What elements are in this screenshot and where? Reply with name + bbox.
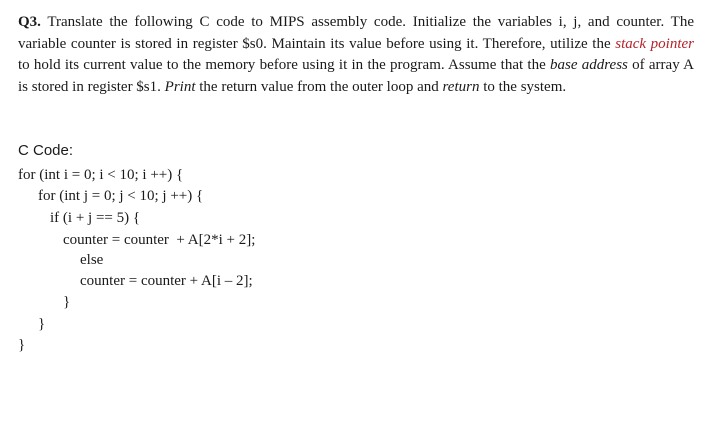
question-number: Q3. [18,14,41,30]
question-segment: to hold its current value to the memory before using it in the program. Assume that the [18,57,550,73]
code-line-outer-for: for (int i = 0; i < 10; i ++) { [18,167,184,183]
code-line-close-outer: } [18,337,26,353]
code-line-else: else [80,252,104,268]
question-segment: of array A is stored in register $s1. [18,57,694,95]
question-text [18,12,694,98]
return-term: return [442,78,480,95]
code-line-counter-b: counter = counter + A[i – 2]; [80,273,253,289]
code-heading: C Code: [18,142,74,159]
question-segment: Translate the following C code to MIPS assembly code. Initialize the variables i, j, and counter. The variable counter is stored in register $s0. Maintain its value before using it. Therefore, utilize the [18,14,694,52]
question-segment: to the system. [479,78,567,95]
question-segment: the return value from the outer loop and [195,78,443,95]
base-address-term: base address [550,57,628,73]
code-line-close-inner: } [38,316,46,332]
code-line-counter-a: counter = counter + A[2*i + 2]; [63,232,256,248]
print-term: Print [164,78,196,95]
code-line-inner-for: for (int j = 0; j < 10; j ++) { [38,188,204,204]
code-line-close-if: } [63,294,71,310]
stack-pointer-term: stack pointer [615,35,695,52]
code-line-if: if (i + j == 5) { [50,210,141,226]
